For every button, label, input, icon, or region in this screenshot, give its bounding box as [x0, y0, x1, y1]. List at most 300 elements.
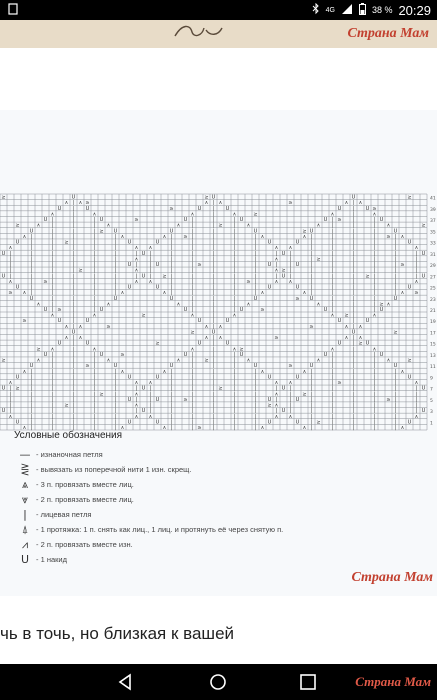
recents-button[interactable] — [298, 672, 318, 692]
chart-stitch-symbol: ≥ — [316, 419, 321, 426]
chart-stitch-symbol: | — [289, 385, 292, 392]
chart-stitch-symbol: | — [331, 307, 334, 313]
chart-row-number: 9 — [430, 376, 433, 382]
chart-stitch-symbol: | — [212, 211, 215, 218]
chart-stitch-symbol: U — [379, 307, 384, 313]
chart-stitch-symbol: | — [254, 385, 257, 392]
chart-stitch-symbol: U — [141, 250, 146, 257]
chart-stitch-symbol: | — [352, 335, 355, 342]
chart-stitch-symbol: | — [191, 262, 194, 269]
chart-stitch-symbol: | — [212, 380, 215, 387]
status-right — [312, 0, 431, 20]
chart-stitch-symbol: | — [9, 250, 12, 257]
chart-stitch-symbol: | — [275, 273, 278, 280]
chart-stitch-symbol: | — [254, 396, 257, 403]
chart-stitch-symbol: | — [331, 391, 334, 398]
chart-stitch-symbol: | — [72, 335, 75, 342]
chart-stitch-symbol: | — [310, 256, 313, 263]
chart-stitch-symbol: ∧ — [92, 211, 97, 218]
chart-stitch-symbol: | — [352, 205, 355, 212]
chart-stitch-symbol: | — [233, 262, 236, 269]
chart-stitch-symbol: | — [331, 413, 334, 420]
chart-stitch-symbol: | — [72, 267, 75, 274]
chart-stitch-symbol: | — [212, 239, 215, 246]
chart-row-number: 3 — [430, 410, 433, 416]
navigation-bar — [0, 664, 437, 700]
chart-stitch-symbol: | — [30, 262, 33, 269]
chart-stitch-symbol: | — [310, 239, 313, 246]
chart-stitch-symbol: | — [93, 239, 96, 246]
chart-stitch-symbol: | — [212, 425, 215, 431]
chart-stitch-symbol: U — [211, 194, 216, 201]
chart-stitch-symbol: ≥ — [85, 200, 90, 207]
chart-stitch-symbol: | — [373, 351, 376, 358]
chart-stitch-symbol: | — [191, 351, 194, 358]
chart-stitch-symbol: ∧ — [134, 402, 139, 409]
chart-stitch-symbol: | — [254, 391, 257, 398]
chart-stitch-symbol: ∧ — [36, 357, 41, 364]
chart-stitch-symbol: | — [233, 380, 236, 387]
chart-stitch-symbol: | — [394, 408, 397, 415]
chart-stitch-symbol: ∧ — [316, 222, 321, 229]
chart-stitch-symbol: ∧ — [302, 368, 307, 375]
legend-item — [14, 537, 374, 552]
chart-stitch-symbol: ∧ — [414, 245, 419, 252]
chart-stitch-symbol: | — [373, 301, 376, 308]
chart-stitch-symbol: | — [254, 380, 257, 387]
chart-stitch-symbol: | — [170, 273, 173, 280]
chart-stitch-symbol: | — [170, 425, 173, 431]
chart-stitch-symbol: | — [93, 385, 96, 392]
chart-stitch-symbol: | — [51, 273, 54, 280]
chart-stitch-symbol: | — [352, 363, 355, 370]
chart-stitch-symbol: | — [30, 233, 33, 240]
chart-stitch-symbol: | — [170, 256, 173, 263]
chart-stitch-symbol: | — [352, 278, 355, 285]
chart-stitch-symbol: | — [212, 233, 215, 240]
chart-stitch-symbol: U — [29, 228, 34, 235]
chart-stitch-symbol: | — [93, 273, 96, 280]
chart-stitch-symbol: ∧ — [106, 222, 111, 229]
chart-stitch-symbol: U — [309, 295, 314, 302]
chart-stitch-symbol: | — [212, 307, 215, 313]
chart-stitch-symbol: | — [191, 284, 194, 291]
chart-stitch-symbol: ∧ — [288, 278, 293, 285]
chart-stitch-symbol: | — [331, 250, 334, 257]
chart-stitch-symbol: ∧ — [36, 301, 41, 308]
chart-stitch-symbol: U — [127, 374, 132, 381]
back-button[interactable] — [116, 672, 136, 692]
chart-stitch-symbol: U — [421, 408, 426, 415]
chart-row-number: 21 — [430, 309, 436, 314]
chart-stitch-symbol: | — [254, 239, 257, 246]
chart-stitch-symbol: | — [114, 250, 117, 257]
chart-stitch-symbol: | — [114, 419, 117, 426]
chart-stitch-symbol: | — [30, 419, 33, 426]
chart-stitch-symbol: U — [267, 239, 272, 246]
chart-stitch-symbol: ∧ — [120, 233, 125, 240]
chart-row-number: 11 — [430, 365, 436, 371]
chart-stitch-symbol: ≥ — [316, 256, 321, 263]
chart-row-number: 15 — [430, 342, 436, 348]
chart-stitch-symbol: ∧ — [92, 312, 97, 319]
chart-stitch-symbol: ∧ — [302, 425, 307, 431]
chart-stitch-symbol: | — [170, 278, 173, 285]
chart-stitch-symbol: | — [72, 250, 75, 257]
chart-stitch-symbol: U — [71, 194, 76, 201]
home-button[interactable] — [208, 672, 228, 692]
chart-stitch-symbol: ∧ — [372, 211, 377, 218]
status-notifications — [8, 0, 18, 20]
chart-stitch-symbol: | — [212, 217, 215, 224]
chart-stitch-symbol: ≥ — [281, 267, 286, 274]
chart-stitch-symbol: ∧ — [414, 278, 419, 285]
chart-stitch-symbol: U — [113, 228, 118, 235]
chart-stitch-symbol: | — [170, 245, 173, 252]
chart-stitch-symbol: | — [233, 396, 236, 403]
chart-stitch-symbol: | — [72, 228, 75, 235]
chart-stitch-symbol: | — [72, 295, 75, 302]
chart-stitch-symbol: | — [191, 402, 194, 409]
chart-stitch-symbol: U — [15, 284, 20, 291]
chart-stitch-symbol: | — [394, 256, 397, 263]
chart-stitch-symbol: | — [170, 380, 173, 387]
chart-stitch-symbol: ∧ — [134, 267, 139, 274]
chart-stitch-symbol: U — [169, 228, 174, 235]
chart-stitch-symbol: | — [233, 228, 236, 235]
chart-stitch-symbol: ∧ — [120, 425, 125, 431]
chart-stitch-symbol: ≥ — [183, 233, 188, 240]
chart-stitch-symbol: | — [30, 245, 33, 252]
chart-stitch-symbol: ∧ — [316, 357, 321, 364]
chart-stitch-symbol: | — [415, 256, 418, 263]
chart-stitch-symbol: | — [51, 245, 54, 252]
chart-stitch-symbol: U — [141, 408, 146, 415]
chart-stitch-symbol: | — [51, 396, 54, 403]
chart-stitch-symbol: | — [373, 380, 376, 387]
chart-stitch-symbol: ∧ — [8, 413, 13, 420]
chart-stitch-symbol: | — [30, 368, 33, 375]
chart-stitch-symbol: U — [85, 340, 90, 347]
legend-item — [14, 522, 374, 537]
chart-stitch-symbol: | — [233, 425, 236, 431]
chart-stitch-symbol: U — [379, 217, 384, 224]
chart-stitch-symbol: | — [72, 233, 75, 240]
chart-stitch-symbol: | — [212, 290, 215, 297]
chart-stitch-symbol: | — [30, 408, 33, 415]
chart-stitch-symbol: | — [114, 396, 117, 403]
chart-stitch-symbol: | — [114, 233, 117, 240]
chart-stitch-symbol: | — [331, 357, 334, 364]
chart-stitch-symbol: ∧ — [134, 256, 139, 263]
chart-row-number: 31 — [430, 252, 436, 258]
chart-stitch-symbol: ∧ — [78, 323, 83, 330]
chart-stitch-symbol: | — [93, 222, 96, 229]
chart-stitch-symbol: | — [233, 301, 236, 308]
chart-stitch-symbol: ∧ — [400, 233, 405, 240]
chart-stitch-symbol: U — [1, 250, 6, 257]
chart-stitch-symbol: | — [331, 419, 334, 426]
legend-symbol: ⋛ — [20, 463, 30, 476]
chart-stitch-symbol: | — [331, 262, 334, 269]
site-banner — [0, 20, 437, 48]
chart-stitch-symbol: | — [310, 402, 313, 409]
chart-stitch-symbol: | — [149, 396, 152, 403]
chart-stitch-symbol: U — [365, 205, 370, 212]
chart-stitch-symbol: ∧ — [64, 323, 69, 330]
chart-stitch-symbol: | — [72, 385, 75, 392]
chart-stitch-symbol: | — [254, 290, 257, 297]
chart-stitch-symbol: U — [281, 408, 286, 415]
chart-stitch-symbol: | — [114, 267, 117, 274]
chart-stitch-symbol: | — [415, 262, 418, 269]
chart-stitch-symbol: ∧ — [176, 357, 181, 364]
site-logo[interactable]: Страна Мам — [347, 26, 429, 41]
chart-stitch-symbol: | — [373, 419, 376, 426]
chart-stitch-symbol: | — [254, 245, 257, 252]
chart-stitch-symbol: | — [51, 419, 54, 426]
chart-stitch-symbol: ≥ — [15, 385, 20, 392]
chart-stitch-symbol: U — [267, 396, 272, 403]
chart-stitch-symbol: U — [239, 307, 244, 313]
legend-symbol: — — [19, 448, 31, 461]
chart-stitch-symbol: U — [407, 419, 412, 426]
chart-stitch-symbol: | — [331, 290, 334, 297]
chart-stitch-symbol: | — [93, 396, 96, 403]
chart-stitch-symbol: U — [323, 307, 328, 313]
chart-stitch-symbol: | — [72, 307, 75, 313]
chart-stitch-symbol: | — [212, 228, 215, 235]
chart-stitch-symbol: ∧ — [274, 402, 279, 409]
chart-stitch-symbol: | — [352, 408, 355, 415]
chart-stitch-symbol: U — [155, 239, 160, 246]
chart-stitch-symbol: ≥ — [267, 402, 272, 409]
chart-stitch-symbol: ∧ — [190, 211, 195, 218]
chart-stitch-symbol: | — [373, 256, 376, 263]
chart-stitch-symbol: ∧ — [274, 391, 279, 398]
chart-stitch-symbol: | — [149, 273, 152, 280]
chart-stitch-symbol: | — [352, 200, 355, 207]
chart-stitch-symbol: | — [310, 408, 313, 415]
chart-stitch-symbol: ≥ — [106, 323, 111, 330]
chart-stitch-symbol: | — [254, 262, 257, 269]
chart-stitch-symbol: | — [352, 374, 355, 381]
chart-stitch-symbol: ≥ — [253, 211, 258, 218]
chart-stitch-symbol: ∧ — [176, 222, 181, 229]
chart-stitch-symbol: | — [170, 368, 173, 375]
chart-stitch-symbol: U — [141, 273, 146, 280]
chart-stitch-symbol: | — [191, 273, 194, 280]
battery-percent: 38 % — [371, 5, 393, 15]
chart-stitch-symbol: | — [51, 351, 54, 358]
chart-stitch-symbol: | — [394, 396, 397, 403]
chart-stitch-symbol: | — [149, 267, 152, 274]
bluetooth-icon — [312, 3, 320, 18]
chart-stitch-symbol: U — [407, 284, 412, 291]
chart-stitch-symbol: | — [233, 368, 236, 375]
chart-stitch-symbol: | — [352, 301, 355, 308]
chart-stitch-symbol: U — [43, 351, 48, 358]
chart-stitch-symbol: | — [254, 402, 257, 409]
chart-stitch-symbol: | — [394, 419, 397, 426]
chart-stitch-symbol: | — [72, 200, 75, 207]
chart-stitch-symbol: | — [289, 250, 292, 257]
chart-stitch-symbol: ∧ — [78, 200, 83, 207]
chart-stitch-symbol: | — [275, 396, 278, 403]
chart-stitch-symbol: | — [373, 278, 376, 285]
chart-stitch-symbol: | — [331, 278, 334, 285]
chart-stitch-symbol: | — [30, 284, 33, 291]
chart-stitch-symbol: | — [30, 239, 33, 246]
chart-stitch-symbol: | — [233, 413, 236, 420]
chart-stitch-symbol: | — [373, 396, 376, 403]
chart-stitch-symbol: | — [254, 278, 257, 285]
chart-stitch-symbol: ∧ — [330, 211, 335, 218]
chart-stitch-symbol: ∧ — [260, 233, 265, 240]
chart-stitch-symbol: U — [365, 340, 370, 347]
chart-stitch-symbol: | — [149, 408, 152, 415]
chart-row-number: 33 — [430, 241, 436, 247]
chart-stitch-symbol: ∧ — [36, 222, 41, 229]
chart-stitch-symbol: ∧ — [162, 425, 167, 431]
chart-stitch-symbol: ≥ — [120, 351, 125, 358]
chart-stitch-symbol: | — [149, 391, 152, 398]
chart-stitch-symbol: U — [141, 385, 146, 392]
chart-stitch-symbol: | — [93, 256, 96, 263]
chart-stitch-symbol: | — [72, 239, 75, 246]
chart-stitch-symbol: | — [191, 217, 194, 224]
chart-stitch-symbol: | — [72, 256, 75, 263]
chart-stitch-symbol: U — [127, 419, 132, 426]
chart-stitch-symbol: | — [51, 425, 54, 431]
chart-stitch-symbol: | — [93, 307, 96, 313]
chart-stitch-symbol: | — [352, 307, 355, 313]
chart-stitch-symbol: U — [393, 363, 398, 370]
chart-stitch-symbol: | — [72, 408, 75, 415]
chart-stitch-symbol: | — [93, 402, 96, 409]
chart-stitch-symbol: | — [212, 385, 215, 392]
chart-stitch-symbol: | — [30, 374, 33, 381]
chart-stitch-symbol: | — [233, 245, 236, 252]
chart-stitch-symbol: ∧ — [148, 278, 153, 285]
chart-stitch-symbol: | — [212, 408, 215, 415]
chart-stitch-symbol: | — [149, 256, 152, 263]
chart-stitch-symbol: | — [30, 391, 33, 398]
chart-stitch-symbol: | — [30, 278, 33, 285]
chart-stitch-symbol: | — [352, 346, 355, 353]
chart-stitch-symbol: | — [149, 402, 152, 409]
chart-stitch-symbol: | — [212, 340, 215, 347]
chart-stitch-symbol: ∧ — [400, 368, 405, 375]
chart-stitch-symbol: | — [191, 278, 194, 285]
chart-stitch-symbol: | — [191, 368, 194, 375]
chart-stitch-symbol: | — [254, 273, 257, 280]
chart-stitch-symbol: | — [394, 425, 397, 431]
chart-stitch-symbol: | — [310, 391, 313, 398]
chart-stitch-symbol: | — [352, 217, 355, 224]
chart-stitch-symbol: | — [114, 239, 117, 246]
chart-stitch-symbol: | — [373, 357, 376, 364]
chart-stitch-symbol: ≥ — [8, 290, 13, 297]
chart-row-number: 39 — [430, 207, 436, 213]
chart-stitch-symbol: ≥ — [218, 385, 223, 392]
chart-stitch-symbol: | — [310, 278, 313, 285]
chart-stitch-symbol: U — [337, 205, 342, 212]
chart-stitch-symbol: ∧ — [162, 368, 167, 375]
chart-stitch-symbol: | — [254, 368, 257, 375]
chart-stitch-symbol: | — [373, 284, 376, 291]
chart-stitch-symbol: ≥ — [246, 278, 251, 285]
chart-stitch-symbol: | — [310, 425, 313, 431]
chart-stitch-symbol: U — [351, 194, 356, 201]
chart-stitch-symbol: | — [72, 278, 75, 285]
nav-watermark-logo: Страна Мам — [355, 674, 431, 689]
chart-stitch-symbol: | — [254, 256, 257, 263]
chart-stitch-symbol: ∧ — [386, 222, 391, 229]
chart-stitch-symbol: | — [289, 396, 292, 403]
chart-stitch-symbol: | — [310, 245, 313, 252]
chart-stitch-symbol: | — [51, 301, 54, 308]
chart-stitch-symbol: | — [30, 402, 33, 409]
chart-stitch-symbol: U — [113, 295, 118, 302]
chart-stitch-symbol: ∧ — [50, 312, 55, 319]
chart-stitch-symbol: ∧ — [260, 368, 265, 375]
chart-stitch-symbol: U — [57, 205, 62, 212]
chart-stitch-symbol: ≥ — [386, 233, 391, 240]
legend-symbol: | — [23, 508, 27, 521]
chart-stitch-symbol: | — [191, 425, 194, 431]
chart-stitch-symbol: | — [373, 408, 376, 415]
chart-stitch-symbol: | — [275, 262, 278, 269]
network-type: 4G — [325, 6, 335, 14]
chart-stitch-symbol: | — [114, 368, 117, 375]
chart-stitch-symbol: | — [233, 402, 236, 409]
chart-stitch-symbol: | — [170, 413, 173, 420]
chart-stitch-symbol: | — [233, 239, 236, 246]
chart-stitch-symbol: | — [415, 408, 418, 415]
chart-stitch-symbol: U — [43, 217, 48, 224]
chart-stitch-symbol: | — [191, 419, 194, 426]
legend-item — [14, 477, 374, 492]
chart-stitch-symbol: ∧ — [330, 312, 335, 319]
chart-stitch-symbol: | — [212, 245, 215, 252]
chart-stitch-symbol: ≥ — [183, 396, 188, 403]
chart-stitch-symbol: ∧ — [274, 267, 279, 274]
battery-icon — [359, 3, 366, 18]
chart-stitch-symbol: | — [170, 396, 173, 403]
chart-stitch-symbol: U — [183, 307, 188, 313]
chart-stitch-symbol: ≥ — [57, 307, 62, 313]
chart-stitch-symbol: | — [191, 396, 194, 403]
chart-stitch-symbol: | — [212, 363, 215, 370]
chart-stitch-symbol: ≥ — [99, 228, 104, 235]
legend-text: - 1 накид — [36, 555, 67, 564]
chart-stitch-symbol: | — [394, 262, 397, 269]
chart-stitch-symbol: | — [114, 262, 117, 269]
chart-stitch-symbol: U — [309, 363, 314, 370]
chart-stitch-symbol: | — [191, 357, 194, 364]
chart-stitch-symbol: ∧ — [64, 200, 69, 207]
chart-stitch-symbol: | — [191, 228, 194, 235]
chart-stitch-symbol: ≥ — [372, 205, 377, 212]
chart-stitch-symbol: U — [169, 363, 174, 370]
chart-stitch-symbol: | — [51, 357, 54, 364]
chart-stitch-symbol: | — [149, 385, 152, 392]
chart-stitch-symbol: | — [331, 408, 334, 415]
legend-text: - 2 п. провязать вместе изн. — [36, 540, 133, 549]
chart-stitch-symbol: ≥ — [274, 335, 279, 342]
chart-stitch-symbol: | — [233, 351, 236, 358]
